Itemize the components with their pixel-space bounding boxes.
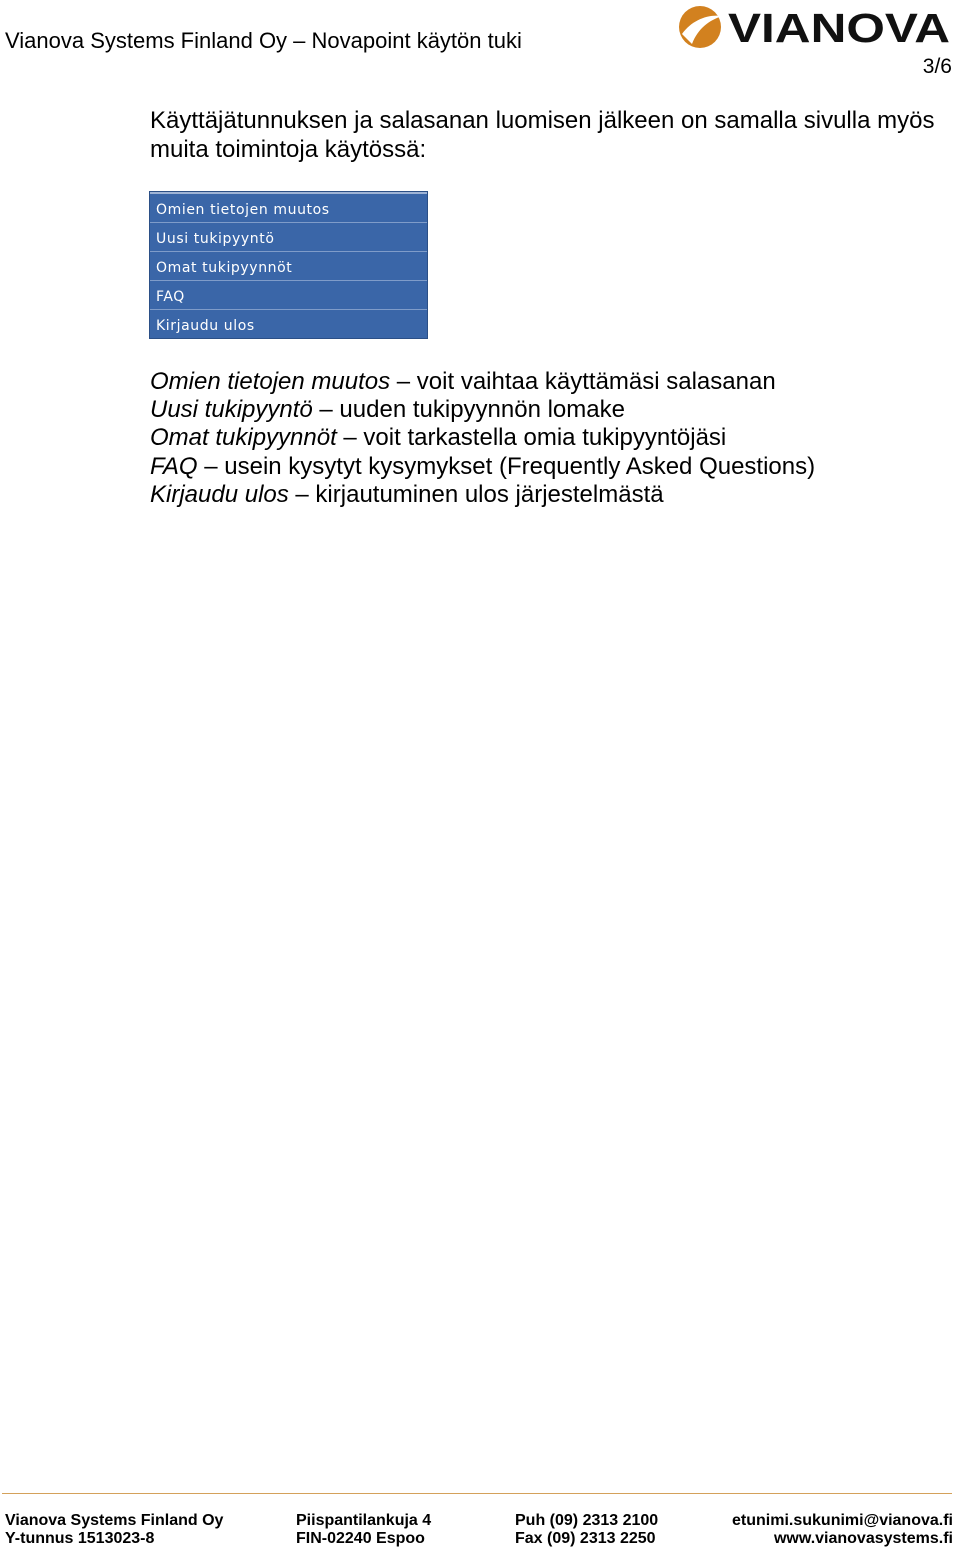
logo-text: VIANOVA — [728, 5, 950, 50]
footer-divider — [2, 1493, 952, 1494]
menu-item-kirjaudu-ulos[interactable]: Kirjaudu ulos — [156, 318, 255, 334]
description-term: FAQ — [150, 452, 198, 480]
description-text: – voit tarkastella omia tukipyyntöjäsi — [336, 424, 727, 452]
footer-phone-number: Puh (09) 2313 2100 — [515, 1512, 659, 1529]
description-text: – voit vaihtaa käyttämäsi salasanan — [390, 368, 776, 395]
page-number: 3/6 — [922, 55, 952, 78]
description-term: Omien tietojen muutos — [150, 368, 391, 395]
description-line — [150, 424, 950, 452]
description-text: – usein kysytyt kysymykset (Frequently Asked Questions) — [197, 452, 816, 480]
description-term: Kirjaudu ulos — [150, 480, 289, 508]
footer-phone — [515, 1512, 658, 1548]
description-text: – kirjautuminen ulos järjestelmästä — [288, 480, 664, 508]
footer-company-name: Vianova Systems Finland Oy — [5, 1512, 224, 1529]
document-header-title: Vianova Systems Finland Oy – Novapoint käytön tuki — [5, 28, 522, 53]
footer-company — [5, 1512, 223, 1548]
footer-address — [296, 1512, 431, 1548]
description-term: Omat tukipyynnöt — [150, 424, 337, 452]
menu-item-omat-tukipyynnot[interactable]: Omat tukipyynnöt — [150, 252, 427, 281]
footer-street: Piispantilankuja 4 — [296, 1512, 432, 1529]
vianova-logo — [678, 4, 952, 50]
footer-business-id: Y-tunnus 1513023-8 — [5, 1530, 155, 1547]
footer-email: etunimi.sukunimi@vianova.fi — [732, 1512, 953, 1529]
support-menu — [149, 191, 428, 339]
menu-descriptions — [150, 368, 950, 509]
menu-item-uusi-tukipyynto[interactable]: Uusi tukipyyntö — [150, 223, 427, 252]
footer-postal: FIN-02240 Espoo — [296, 1530, 425, 1547]
description-term: Uusi tukipyyntö — [150, 396, 313, 424]
menu-item-faq[interactable]: FAQ — [150, 281, 427, 310]
intro-paragraph: Käyttäjätunnuksen ja salasanan luomisen jälkeen on samalla sivulla myös muita toimintoja käytössä: — [150, 107, 935, 163]
description-line — [150, 396, 950, 424]
description-line — [150, 481, 950, 509]
description-text: – uuden tukipyynnön lomake — [312, 396, 625, 424]
menu-item-omien-tietojen-muutos[interactable]: Omien tietojen muutos — [150, 192, 427, 223]
description-line — [150, 368, 950, 396]
footer-fax-number: Fax (09) 2313 2250 — [515, 1530, 656, 1547]
description-line — [150, 453, 950, 481]
footer-website: www.vianovasystems.fi — [773, 1530, 953, 1547]
footer-web — [732, 1512, 953, 1548]
